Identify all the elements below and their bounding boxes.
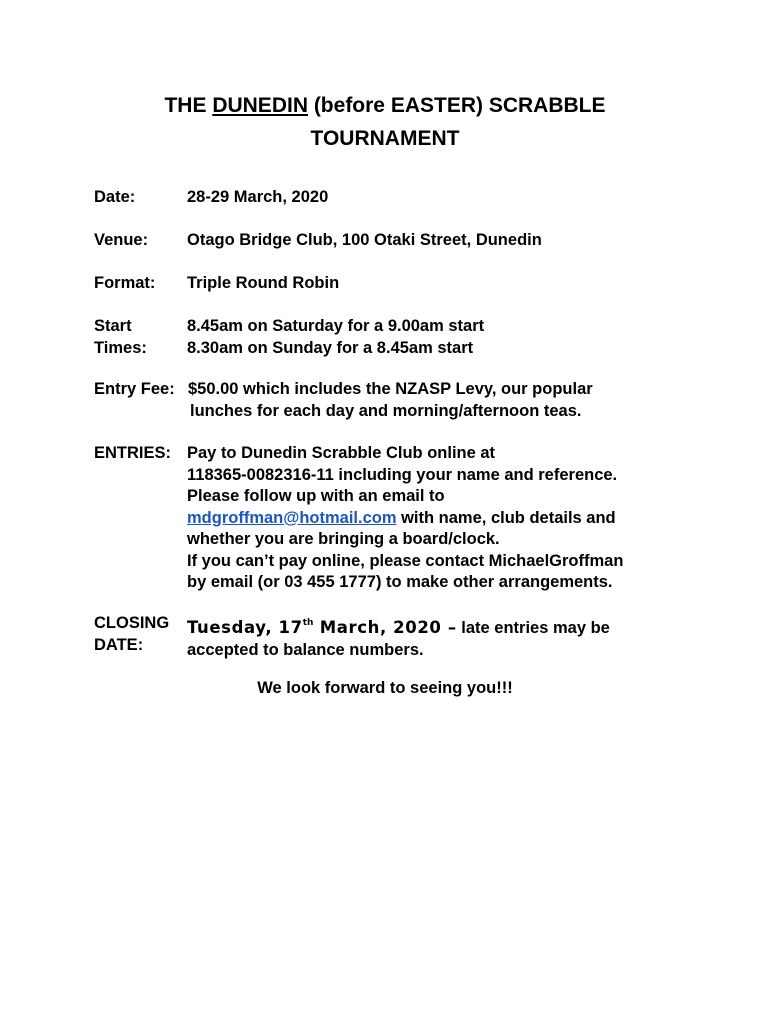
date-value: 28-29 March, 2020 xyxy=(187,188,329,206)
title-prefix: THE xyxy=(164,94,213,117)
closing-date-label xyxy=(94,613,169,656)
closing-date-row xyxy=(94,613,714,657)
entries-line-7: by email (or 03 455 1777) to make other arrangements. xyxy=(187,573,613,591)
title-suffix: (before EASTER) SCRABBLE xyxy=(307,94,606,117)
format-label: Format: xyxy=(94,274,156,292)
entries-line-3: Please follow up with an email to xyxy=(187,487,445,505)
entries-line-2: 118365-0082316-11 including your name and reference. xyxy=(187,465,618,484)
venue-label: Venue: xyxy=(94,231,149,249)
start-time-sunday: 8.30am on Sunday for a 8.45am start xyxy=(187,338,474,357)
entry-fee-line-1: $50.00 which includes the NZASP Levy, our popular xyxy=(188,380,593,398)
deadline-date xyxy=(187,618,457,637)
closing-message: We look forward to seeing you!!! xyxy=(257,679,513,697)
entries-line-4-text: with name, club details and xyxy=(396,508,616,527)
title-line-1 xyxy=(0,89,770,122)
start-times-row xyxy=(94,316,714,360)
closing-date-value xyxy=(187,613,707,661)
deadline-suffix: th xyxy=(302,618,314,628)
title-city: DUNEDIN xyxy=(212,94,308,117)
deadline-rest: March, 2020 – xyxy=(313,618,457,637)
entry-fee-label: Entry Fee: xyxy=(94,380,175,398)
entries-line-6: If you can’t pay online, please contact MichaelGroffman xyxy=(187,551,624,570)
email-link[interactable]: mdgroffman@hotmail.com xyxy=(187,508,397,527)
start-times-label xyxy=(94,316,147,359)
title-line-2: TOURNAMENT xyxy=(310,127,460,150)
entries-line-1: Pay to Dunedin Scrabble Club online at xyxy=(187,444,496,462)
entries-label: ENTRIES: xyxy=(94,444,172,462)
entries-line-4 xyxy=(187,508,707,530)
entries-line-5: whether you are bringing a board/clock. xyxy=(187,530,500,548)
date-label: Date: xyxy=(94,188,136,206)
start-time-saturday: 8.45am on Saturday for a 9.00am start xyxy=(187,317,485,335)
venue-value: Otago Bridge Club, 100 Otaki Street, Dunedin xyxy=(187,231,542,249)
late-entries-note: late entries may be xyxy=(456,619,610,637)
closing-date-label-line-1: CLOSING xyxy=(94,614,170,632)
entries-row xyxy=(94,443,714,595)
deadline-day: Tuesday, 17 xyxy=(187,618,303,637)
start-times-value xyxy=(187,316,707,359)
entry-fee-row xyxy=(94,379,714,423)
start-times-label-line-2: Times: xyxy=(94,338,147,357)
closing-date-line-1 xyxy=(187,613,707,640)
entries-value xyxy=(187,443,707,594)
entry-fee-value xyxy=(188,379,708,422)
closing-date-label-line-2: DATE: xyxy=(94,635,144,654)
format-value: Triple Round Robin xyxy=(187,274,340,292)
entry-fee-line-2: lunches for each day and morning/afternoon teas. xyxy=(190,401,582,420)
start-times-label-line-1: Start xyxy=(94,317,132,335)
page-title xyxy=(0,89,770,155)
closing-date-line-2: accepted to balance numbers. xyxy=(187,640,424,659)
